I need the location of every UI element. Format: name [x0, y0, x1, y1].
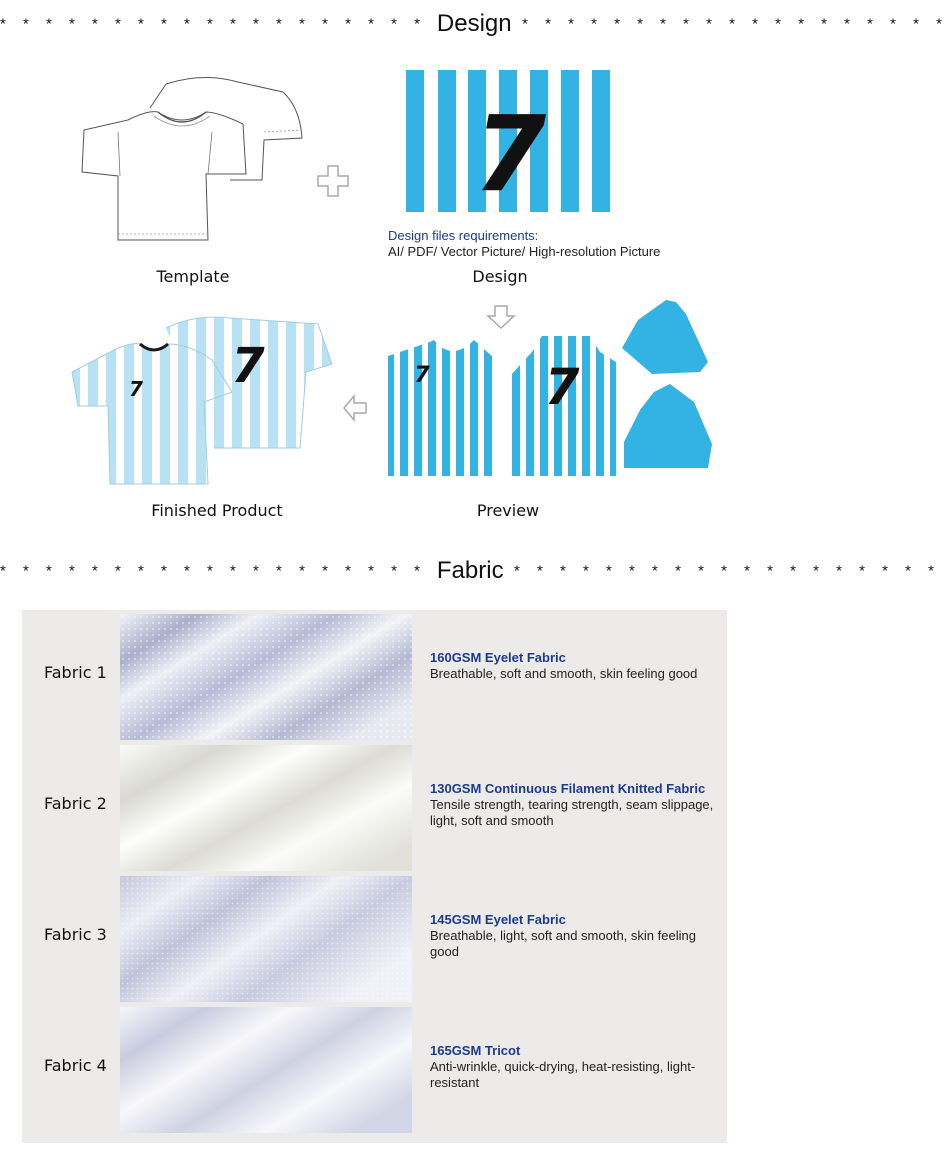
- stars-decoration: * * * * * * * * * * * * * * * * * * *: [0, 15, 427, 33]
- preview-back-number: 7: [544, 358, 580, 416]
- design-heading: Design: [436, 10, 512, 37]
- fabric-name: 165GSM Tricot: [430, 1043, 521, 1058]
- fabric-label: Fabric 2: [44, 794, 107, 813]
- stars-decoration: * * * * * * * * * * * * * * * * * * *: [0, 562, 427, 580]
- plus-icon: [316, 164, 350, 198]
- fabric-row: [22, 610, 727, 738]
- fabric-description: Tensile strength, tearing strength, seam slippage, light, soft and smooth: [430, 797, 714, 828]
- arrow-left-icon: [342, 394, 368, 422]
- fabric-name: 130GSM Continuous Filament Knitted Fabric: [430, 781, 706, 796]
- fabric-heading: Fabric: [436, 557, 504, 584]
- template-caption: Template: [156, 267, 230, 286]
- finished-product-caption: Finished Product: [151, 501, 283, 520]
- fabric-section-title: [0, 557, 941, 585]
- jersey-number-text: 7: [473, 93, 547, 215]
- fabric-label: Fabric 3: [44, 925, 107, 944]
- fabric-name: 145GSM Eyelet Fabric: [430, 912, 566, 927]
- fabric-1-swatch-image: [120, 614, 412, 740]
- stripe-design-artwork: [406, 70, 610, 215]
- blank-shirt-template-image: [78, 68, 310, 248]
- design-requirements: [388, 228, 660, 260]
- fabric-row: [22, 741, 727, 869]
- front-number-text: 7: [129, 377, 143, 401]
- fabric-2-swatch-image: [120, 745, 412, 871]
- design-section-title: [0, 10, 949, 38]
- fabric-row: [22, 1003, 727, 1131]
- fabric-name: 160GSM Eyelet Fabric: [430, 650, 566, 665]
- preview-front-number: 7: [414, 363, 430, 388]
- fabric-description: Anti-wrinkle, quick-drying, heat-resisting, light-resistant: [430, 1059, 696, 1090]
- stars-decoration: * * * * * * * * * * * * * * * * * * *: [522, 15, 949, 33]
- design-requirements-title: Design files requirements:: [388, 228, 539, 243]
- fabric-label: Fabric 4: [44, 1056, 107, 1075]
- fabric-4-swatch-image: [120, 1007, 412, 1133]
- fabric-description: Breathable, light, soft and smooth, skin feeling good: [430, 928, 696, 959]
- design-caption: Design: [472, 267, 528, 286]
- design-requirements-formats: AI/ PDF/ Vector Picture/ High-resolution Picture: [388, 244, 661, 259]
- fabric-row: [22, 872, 727, 1000]
- preview-image: [386, 292, 716, 478]
- fabric-3-swatch-image: [120, 876, 412, 1002]
- stars-decoration: * * * * * * * * * * * * * * * * * * *: [514, 562, 941, 580]
- preview-caption: Preview: [476, 501, 540, 520]
- finished-product-image: [70, 310, 332, 490]
- fabric-label: Fabric 1: [44, 663, 107, 682]
- back-number-text: 7: [231, 338, 265, 394]
- fabric-description: Breathable, soft and smooth, skin feeling good: [430, 666, 698, 681]
- fabric-panel: [22, 610, 727, 1143]
